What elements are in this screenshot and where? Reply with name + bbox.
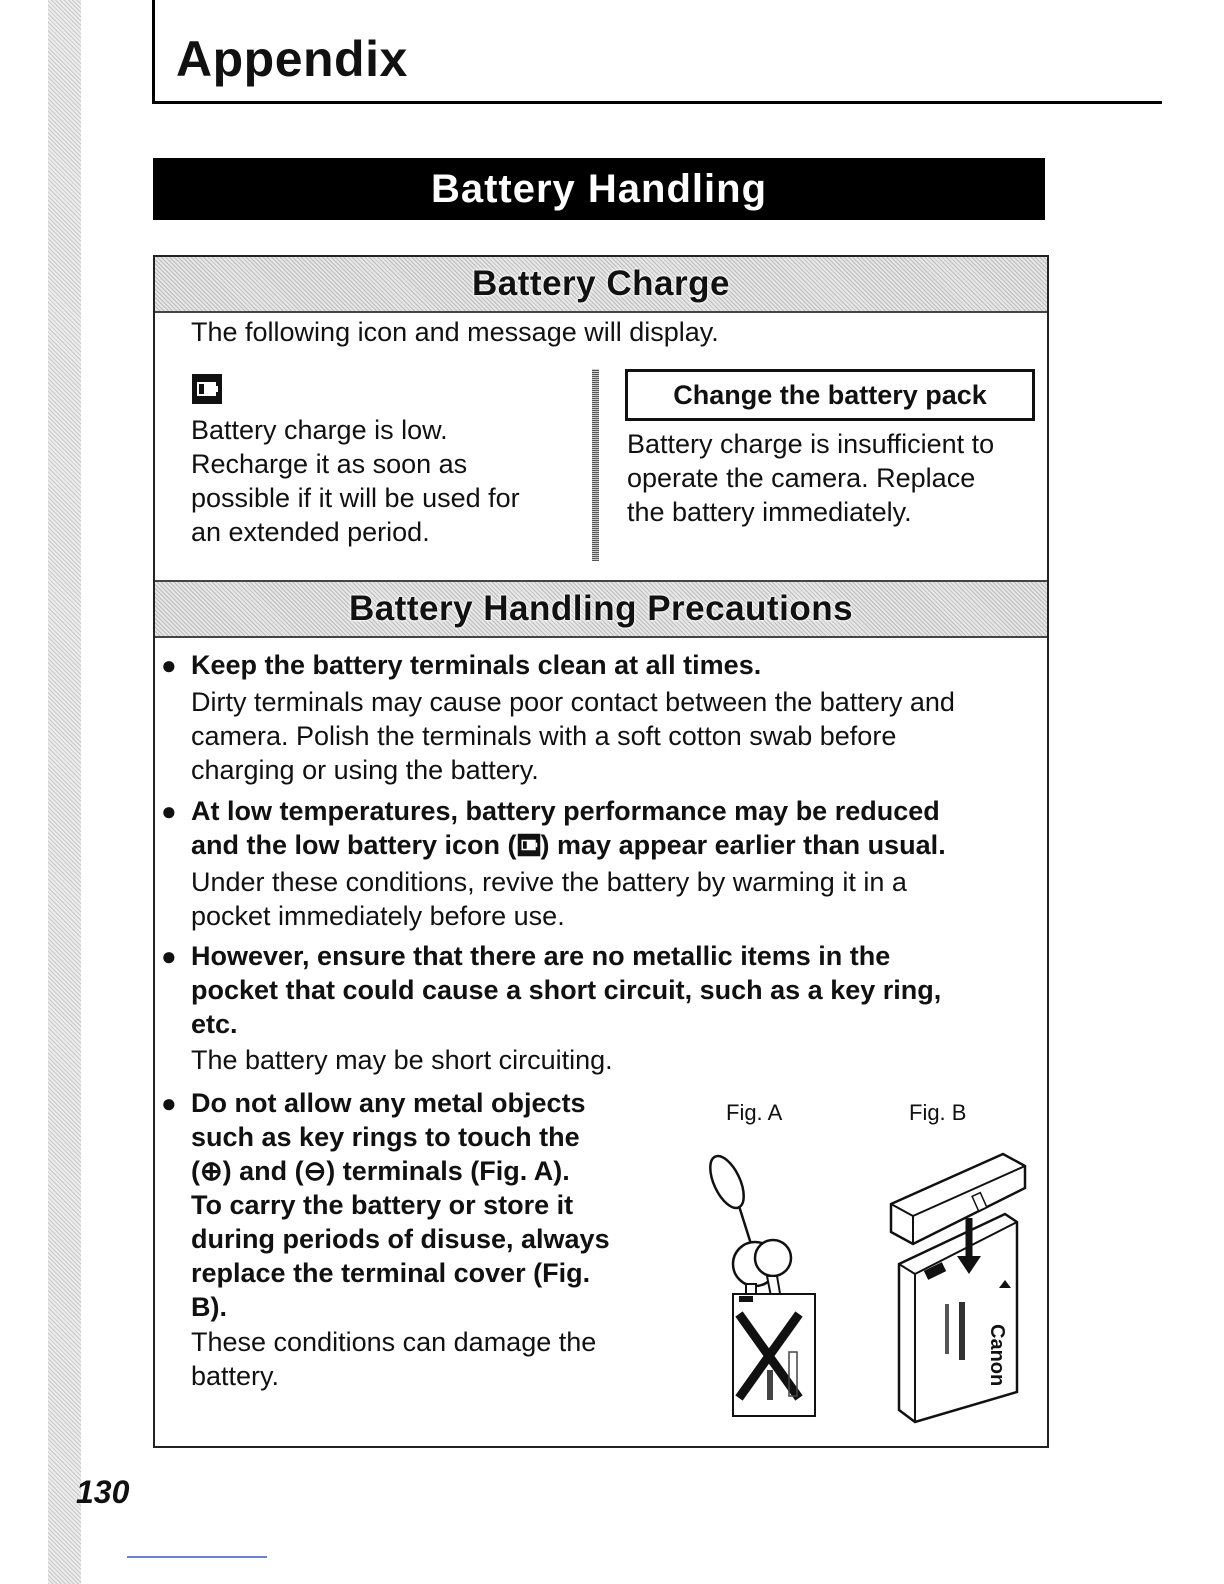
content-box	[153, 255, 1049, 1448]
bullet-icon: ●	[161, 941, 177, 971]
body-line: The battery may be short circuiting.	[191, 1045, 613, 1075]
section-title: Battery Handling	[153, 158, 1045, 220]
bullet-icon: ●	[161, 796, 177, 826]
desc-line: Battery charge is insufficient to	[627, 429, 995, 459]
canon-logo: Canon	[986, 1324, 1008, 1387]
low-battery-icon	[517, 833, 541, 857]
title-line: At low temperatures, battery performance may be reduced	[191, 796, 940, 826]
page-number: 130	[76, 1474, 130, 1510]
precaution-title	[191, 939, 941, 1041]
title-line: replace the terminal cover (Fig.	[191, 1258, 591, 1288]
bullet-icon: ●	[161, 650, 177, 680]
chapter-rule-vertical	[152, 0, 155, 104]
precautions-heading: Battery Handling Precautions	[155, 580, 1047, 638]
precaution-body	[191, 1043, 613, 1077]
desc-line: an extended period.	[191, 517, 430, 547]
title-line: during periods of disuse, always	[191, 1224, 610, 1254]
insufficient-charge-description	[627, 427, 1037, 529]
low-charge-description	[191, 413, 571, 549]
title-line: Do not allow any metal objects	[191, 1088, 586, 1118]
bullet-icon: ●	[161, 1088, 177, 1118]
title-line: such as key rings to touch the	[191, 1122, 580, 1152]
title-line: etc.	[191, 1009, 238, 1039]
body-line: charging or using the battery.	[191, 755, 539, 785]
fig-a-label: Fig. A	[726, 1100, 783, 1125]
low-battery-icon	[191, 373, 223, 405]
column-divider	[592, 369, 599, 561]
body-line: camera. Polish the terminals with a soft cotton swab before	[191, 721, 897, 751]
battery-charge-intro: The following icon and message will display.	[191, 317, 719, 347]
fig-b-label: Fig. B	[909, 1100, 967, 1125]
body-line: Under these conditions, revive the battery by warming it in a	[191, 867, 907, 897]
change-battery-message: Change the battery pack	[625, 369, 1035, 421]
chapter-rule-horizontal	[152, 101, 1162, 104]
body-line: battery.	[191, 1361, 280, 1391]
precaution-body	[191, 865, 907, 933]
desc-line: the battery immediately.	[627, 497, 912, 527]
title-line: To carry the battery or store it	[191, 1190, 574, 1220]
desc-line: operate the camera. Replace	[627, 463, 976, 493]
precaution-title	[191, 1086, 610, 1324]
title-line: However, ensure that there are no metallic items in the	[191, 941, 891, 971]
precaution-body	[191, 1325, 596, 1393]
precaution-body	[191, 685, 955, 787]
title-line: pocket that could cause a short circuit, such as a key ring,	[191, 975, 942, 1005]
title-line: and the low battery icon ( ) may appear earlier than usual.	[191, 830, 946, 860]
precaution-title: Keep the battery terminals clean at all times.	[191, 650, 762, 680]
precaution-title	[191, 794, 946, 862]
desc-line: possible if it will be used for	[191, 483, 520, 513]
title-line: (⊕) and (⊖) terminals (Fig. A).	[191, 1156, 570, 1186]
battery-charge-heading: Battery Charge	[155, 257, 1047, 313]
footer-rule	[127, 1556, 267, 1558]
fig-b-battery-cover-illustration	[885, 1152, 1035, 1427]
desc-line: Recharge it as soon as	[191, 449, 468, 479]
body-line: These conditions can damage the	[191, 1327, 597, 1357]
desc-line: Battery charge is low.	[191, 415, 448, 445]
side-tab-strip	[48, 0, 81, 1584]
body-line: pocket immediately before use.	[191, 901, 565, 931]
body-line: Dirty terminals may cause poor contact between the battery and	[191, 687, 955, 717]
chapter-title: Appendix	[176, 31, 408, 87]
fig-a-keys-illustration	[703, 1152, 823, 1422]
title-line: B).	[191, 1292, 227, 1322]
